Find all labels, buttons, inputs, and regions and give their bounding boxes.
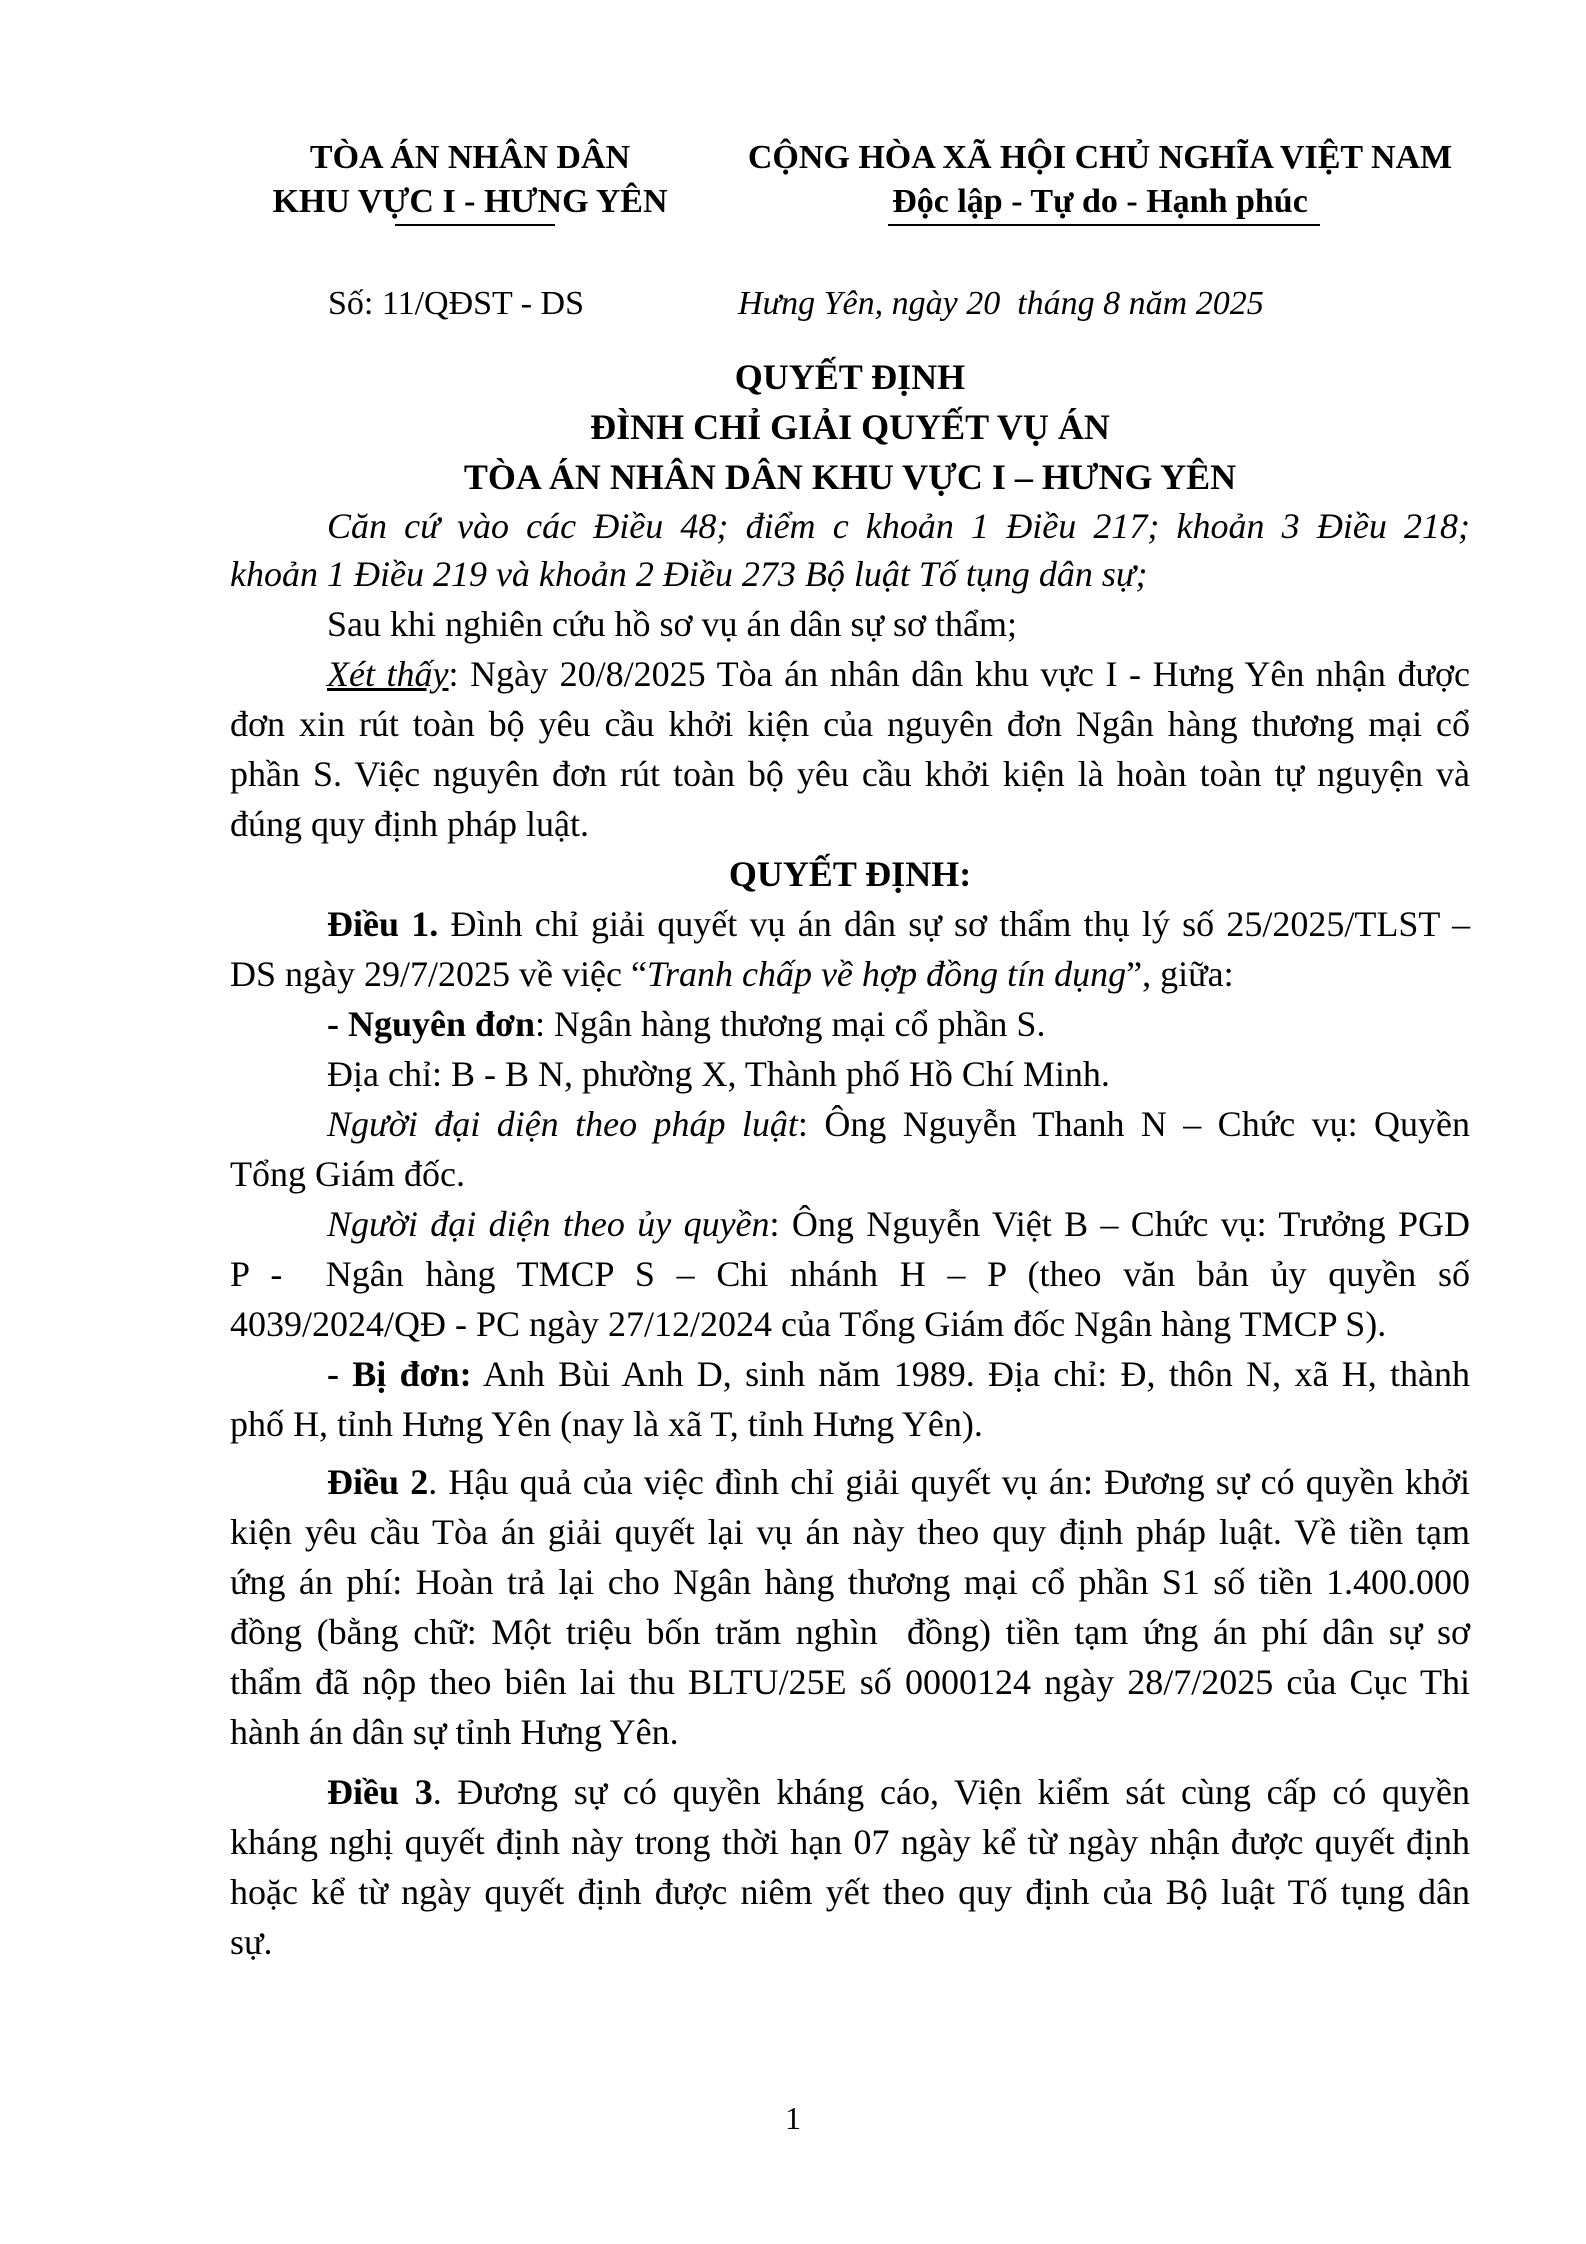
- court-line-2: KHU VỰC I - HƯNG YÊN: [272, 183, 668, 220]
- basis-line-2: khoản 1 Điều 219 và khoản 2 Điều 273 Bộ luật Tố tụng dân sự;: [230, 554, 1148, 594]
- legal-rep-line-1: Người đại diện theo pháp luật: Ông Nguyễn Thanh N – Chức vụ: Quyền: [327, 1104, 1470, 1144]
- basis-line-1: Căn cứ vào các Điều 48; điểm c khoản 1 Điều 217; khoản 3 Điều 218;: [327, 506, 1470, 546]
- defendant-line-2: phố H, tỉnh Hưng Yên (nay là xã T, tỉnh Hưng Yên).: [230, 1404, 983, 1444]
- court-underline: [395, 224, 555, 226]
- legal-rep-line-2: Tổng Giám đốc.: [230, 1154, 465, 1194]
- auth-rep-line-3: 4039/2024/QĐ - PC ngày 27/12/2024 của Tổng Giám đốc Ngân hàng TMCP S).: [230, 1304, 1387, 1344]
- plaintiff-label: - Nguyên đơn: [327, 1004, 535, 1044]
- article1-line-1: Điều 1. Đình chỉ giải quyết vụ án dân sự sơ thẩm thụ lý số 25/2025/TLST –: [327, 904, 1471, 944]
- defendant-label: - Bị đơn:: [327, 1354, 472, 1394]
- page-number: 1: [785, 2100, 801, 2136]
- basis-line-3: Sau khi nghiên cứu hồ sơ vụ án dân sự sơ thẩm;: [327, 604, 1018, 644]
- court-line-1: TÒA ÁN NHÂN DÂN: [309, 139, 631, 176]
- nation-line-2: Độc lập - Tự do - Hạnh phúc: [892, 183, 1308, 220]
- auth-rep-line-1: Người đại diện theo ủy quyền: Ông Nguyễn Việt B – Chức vụ: Trưởng PGD: [327, 1204, 1470, 1244]
- document-date: Hưng Yên, ngày 20 tháng 8 năm 2025: [738, 285, 1264, 322]
- motto-underline: [888, 224, 1320, 226]
- finding-line-2: đơn xin rút toàn bộ yêu cầu khởi kiện của nguyên đơn Ngân hàng thương mại cổ: [230, 704, 1470, 744]
- finding-line-3: phần S. Việc nguyên đơn rút toàn bộ yêu cầu khởi kiện là hoàn toàn tự nguyện và: [230, 754, 1470, 794]
- article1-line-2: DS ngày 29/7/2025 về việc “Tranh chấp về hợp đồng tín dụng”, giữa:: [230, 954, 1234, 994]
- article3-line-1: Điều 3. Đương sự có quyền kháng cáo, Viện kiểm sát cùng cấp có quyền: [327, 1772, 1470, 1812]
- finding-label: Xét thấy: [327, 654, 449, 694]
- article3-line-4: sự.: [230, 1922, 273, 1962]
- title-line-2: ĐÌNH CHỈ GIẢI QUYẾT VỤ ÁN: [590, 407, 1110, 447]
- court-name: [240, 136, 700, 224]
- article3-line-2: kháng nghị quyết định này trong thời hạn 07 ngày kể từ ngày nhận được quyết định: [230, 1822, 1470, 1862]
- article2-label: Điều 2: [327, 1462, 429, 1502]
- plaintiff-address: Địa chỉ: B - B N, phường X, Thành phố Hồ Chí Minh.: [327, 1054, 1110, 1094]
- article2-line-3: ứng án phí: Hoàn trả lại cho Ngân hàng thương mại cổ phần S1 số tiền 1.400.000: [230, 1562, 1470, 1602]
- finding-line-1: Xét thấy: Ngày 20/8/2025 Tòa án nhân dân khu vực I - Hưng Yên nhận được: [327, 654, 1470, 694]
- article1-label: Điều 1.: [327, 904, 439, 944]
- defendant-line-1: - Bị đơn: Anh Bùi Anh D, sinh năm 1989. Địa chỉ: Đ, thôn N, xã H, thành: [327, 1354, 1471, 1394]
- article2-line-1: Điều 2. Hậu quả của việc đình chỉ giải quyết vụ án: Đương sự có quyền khởi: [327, 1462, 1470, 1502]
- decision-heading: QUYẾT ĐỊNH:: [728, 854, 972, 894]
- auth-rep-line-2: P - Ngân hàng TMCP S – Chi nhánh H – P (theo văn bản ủy quyền số: [230, 1254, 1470, 1294]
- article3-label: Điều 3: [327, 1772, 433, 1812]
- finding-line-4: đúng quy định pháp luật.: [230, 804, 589, 844]
- article2-line-5: thẩm đã nộp theo biên lai thu BLTU/25E số 0000124 ngày 28/7/2025 của Cục Thi: [230, 1662, 1470, 1702]
- article2-line-6: hành án dân sự tỉnh Hưng Yên.: [230, 1712, 679, 1752]
- national-motto: [720, 136, 1480, 224]
- document-title: [230, 352, 1470, 502]
- plaintiff-line: - Nguyên đơn: Ngân hàng thương mại cổ phần S.: [327, 1004, 1046, 1044]
- nation-line-1: CỘNG HÒA XÃ HỘI CHỦ NGHĨA VIỆT NAM: [747, 139, 1453, 176]
- article2-line-4: đồng (bằng chữ: Một triệu bốn trăm nghìn đồng) tiền tạm ứng án phí dân sự sơ: [230, 1612, 1470, 1652]
- title-line-3: TÒA ÁN NHÂN DÂN KHU VỰC I – HƯNG YÊN: [463, 457, 1237, 497]
- document-number: Số: 11/QĐST - DS: [328, 285, 584, 322]
- article3-line-3: hoặc kể từ ngày quyết định được niêm yết theo quy định của Bộ luật Tố tụng dân: [230, 1872, 1470, 1912]
- title-line-1: QUYẾT ĐỊNH: [734, 357, 966, 397]
- article2-line-2: kiện yêu cầu Tòa án giải quyết lại vụ án này theo quy định pháp luật. Về tiền tạm: [230, 1512, 1470, 1552]
